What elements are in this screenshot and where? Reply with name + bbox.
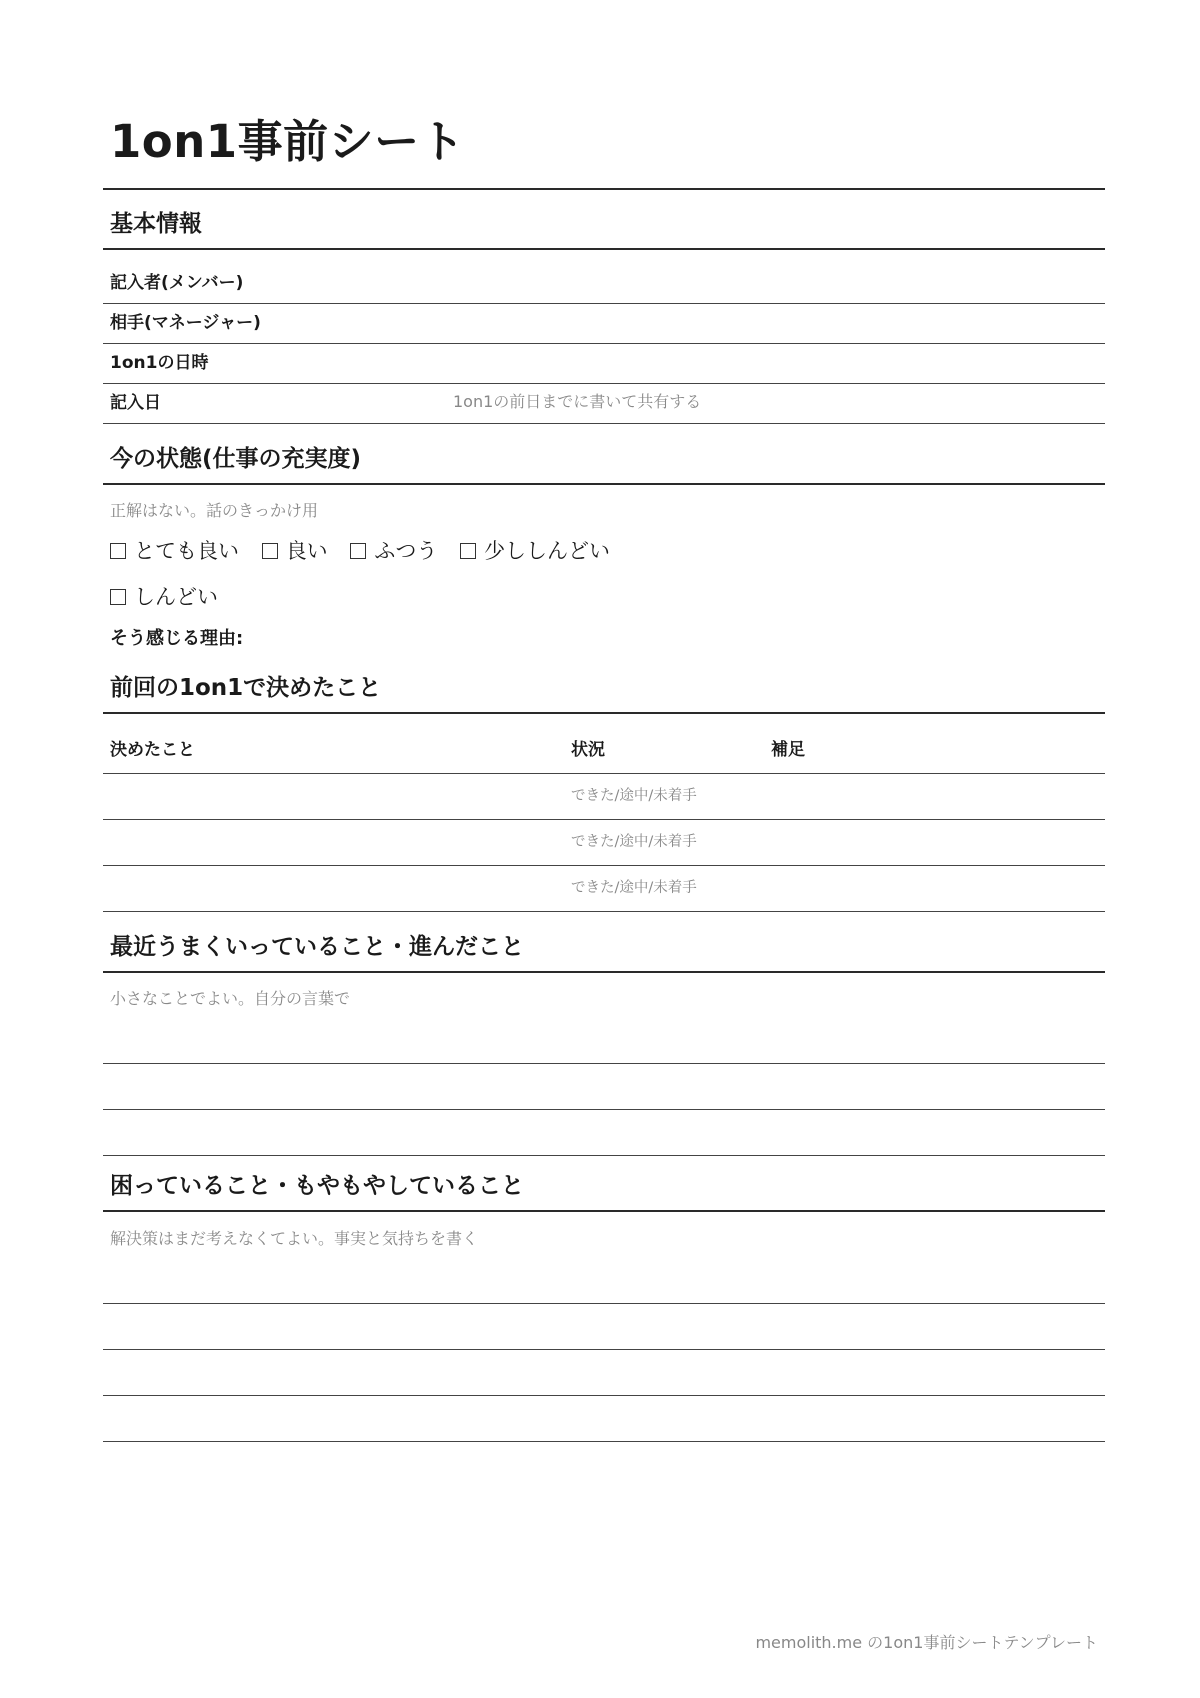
table-header-divider [103,773,1105,774]
field-label-entry-date: 記入日 [110,393,161,413]
column-header-status: 状況 [571,740,605,760]
writing-line [103,1303,1105,1304]
reason-label: そう感じる理由: [110,628,244,649]
table-row-status: できた/途中/未着手 [571,880,697,896]
column-header-note: 補足 [771,740,805,760]
row-divider [103,383,1105,384]
field-hint-entry-date: 1on1の前日までに書いて共有する [453,392,702,411]
field-label-datetime: 1on1の日時 [110,353,209,373]
table-row-status: できた/途中/未着手 [571,834,697,850]
status-option-good[interactable]: 良い [262,536,328,566]
status-option-slightly-tough[interactable]: 少ししんどい [460,536,610,566]
writing-line [103,1395,1105,1396]
writing-line [103,1349,1105,1350]
status-options-row-1 [110,536,626,567]
column-header-decided: 決めたこと [110,740,195,760]
status-hint: 正解はない。話のきっかけ用 [110,501,319,520]
table-row-divider [103,865,1105,866]
status-option-tough[interactable]: しんどい [110,582,218,612]
writing-line [103,1063,1105,1064]
troubles-hint: 解決策はまだ考えなくてよい。事実と気持ちを書く [110,1229,479,1248]
title-divider [103,188,1105,190]
checkbox-icon[interactable] [350,543,366,559]
section-divider [103,1210,1105,1212]
status-option-very-good[interactable]: とても良い [110,536,239,566]
section-heading-going-well: 最近うまくいっていること・進んだこと [110,934,524,960]
writing-line [103,1441,1105,1442]
checkbox-icon[interactable] [262,543,278,559]
table-row-divider [103,911,1105,912]
section-divider [103,248,1105,250]
section-heading-troubles: 困っていること・もやもやしていること [110,1173,524,1199]
section-heading-status: 今の状態(仕事の充実度) [110,446,362,472]
checkbox-icon[interactable] [110,543,126,559]
footer-credit: memolith.me の1on1事前シートテンプレート [755,1633,1098,1652]
going-well-hint: 小さなことでよい。自分の言葉で [110,989,351,1008]
section-heading-basic-info: 基本情報 [110,211,202,237]
page-title: 1on1事前シート [110,115,466,168]
row-divider [103,423,1105,424]
status-options-row-2 [110,582,234,613]
status-option-normal[interactable]: ふつう [350,536,437,566]
section-heading-previous: 前回の1on1で決めたこと [110,675,382,701]
section-divider [103,483,1105,485]
writing-line [103,1109,1105,1110]
table-row-divider [103,819,1105,820]
row-divider [103,303,1105,304]
section-divider [103,971,1105,973]
section-divider [103,712,1105,714]
writing-line [103,1155,1105,1156]
checkbox-icon[interactable] [460,543,476,559]
row-divider [103,343,1105,344]
checkbox-icon[interactable] [110,589,126,605]
field-label-manager: 相手(マネージャー) [110,313,261,333]
field-label-writer: 記入者(メンバー) [110,273,244,293]
table-row-status: できた/途中/未着手 [571,788,697,804]
